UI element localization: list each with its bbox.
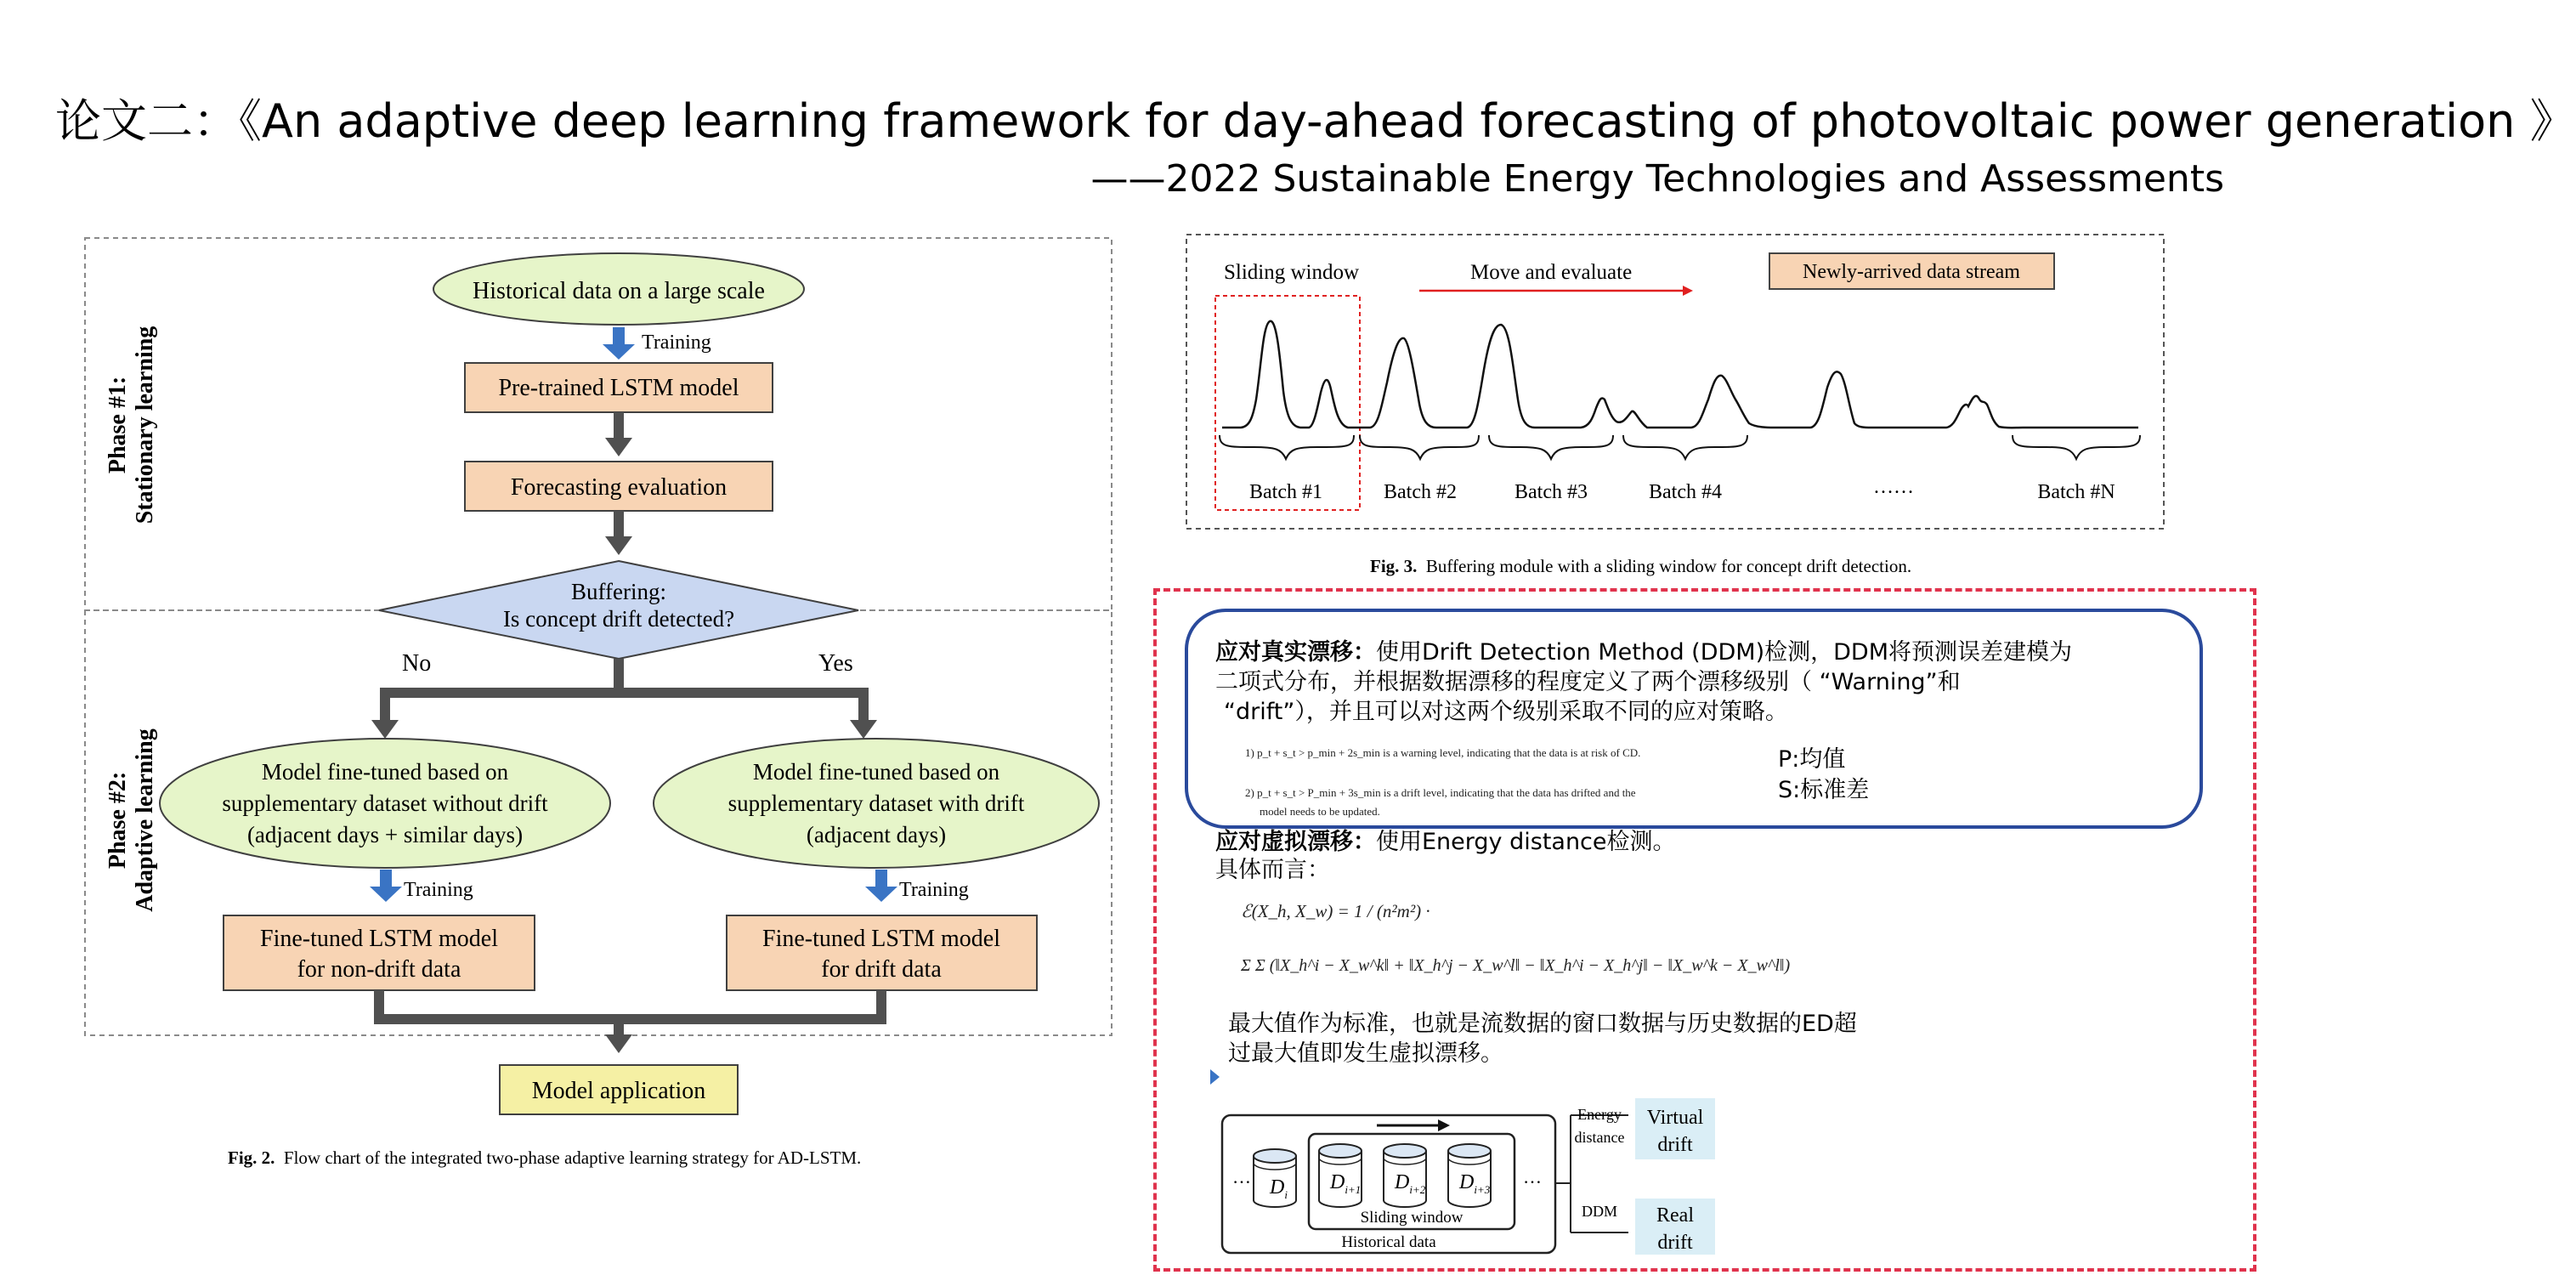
batch-n-label: Batch #N <box>2037 481 2115 503</box>
split-connectors <box>371 659 877 739</box>
real-drift-label-1: Real <box>1656 1204 1694 1227</box>
decision-line-1: Buffering: <box>571 579 666 604</box>
real-drift-line-3: “drift”），并且可以对这两个级别采取不同的应对策略。 <box>1224 699 1788 725</box>
diagram-ellipsis-left: … <box>1232 1166 1251 1187</box>
batch-2-label: Batch #2 <box>1384 481 1457 503</box>
drift-detection-diagram <box>1215 1098 1725 1260</box>
diagram-sliding-window-label: Sliding window <box>1360 1209 1464 1227</box>
phase1-label <box>105 326 158 524</box>
right-ellipse-line-2: supplementary dataset with drift <box>728 790 1025 816</box>
virtual-drift-label-2: drift <box>1657 1134 1693 1156</box>
real-drift-line-2: 二项式分布，并根据数据漂移的程度定义了两个漂移级别（ “Warning”和 <box>1215 669 1961 695</box>
ddm-rule-1: 1) p_t + s_t > p_min + 2s_min is a warning level, indicating that the data is at risk of CD. <box>1245 746 1641 759</box>
fig3-figure <box>1181 230 2167 536</box>
left-box-line-1: Fine-tuned LSTM model <box>260 926 498 952</box>
batch-1-label: Batch #1 <box>1249 481 1322 503</box>
virtual-drift-label-1: Virtual <box>1646 1107 1704 1129</box>
batch-4-label: Batch #4 <box>1649 481 1722 503</box>
bullet-marker-icon <box>1210 1069 1220 1085</box>
right-ellipse-line-1: Model fine-tuned based on <box>752 759 1000 785</box>
flowchart-figure <box>81 234 1122 1186</box>
p-mean-note: P:均值 <box>1778 746 1846 773</box>
fig3-caption-text: Buffering module with a sliding window for concept drift detection. <box>1425 556 1912 576</box>
real-drift-label-2: drift <box>1657 1232 1693 1254</box>
svg-text:Stationary learning: Stationary learning <box>132 326 158 524</box>
svg-text:Phase #1:: Phase #1: <box>105 376 131 474</box>
d-label-i2: $D_{i+2}$ <box>1395 1171 1426 1196</box>
batch-3-label: Batch #3 <box>1514 481 1588 503</box>
flow-arrow-2 <box>605 511 632 555</box>
fig2-caption-text: Flow chart of the integrated two-phase adaptive learning strategy for AD-LSTM. <box>283 1148 862 1168</box>
d-label-i1: $D_{i+1}$ <box>1330 1171 1362 1196</box>
training-label-2: Training <box>404 879 473 901</box>
slide-subtitle: ——2022 Sustainable Energy Technologies and Assessments <box>1090 157 2224 201</box>
specifically-label: 具体而言： <box>1215 857 1330 883</box>
decision-line-2: Is concept drift detected? <box>502 606 735 632</box>
phase2-label <box>105 728 158 911</box>
fig2-caption-label: Fig. 2. <box>228 1148 275 1168</box>
ddm-rule-2: 2) p_t + s_t > P_min + 3s_min is a drift level, indicating that the data has drifted and the <box>1245 786 1636 799</box>
virtual-drift-text: 使用Energy distance检测。 <box>1376 829 1676 855</box>
sliding-window-label: Sliding window <box>1224 261 1360 284</box>
d-label-i3: $D_{i+3}$ <box>1459 1171 1491 1196</box>
left-box-line-2: for non-drift data <box>297 956 461 983</box>
training-arrow-3 <box>865 870 897 902</box>
max-threshold-line-1: 最大值作为标准，也就是流数据的窗口数据与历史数据的ED超 <box>1228 1011 1857 1037</box>
energy-distance-formula-lhs: ℰ(X_h, X_w) = 1 / (n²m²) · <box>1241 901 1430 921</box>
right-ellipse-line-3: (adjacent days) <box>806 822 947 847</box>
energy-distance-formula-rhs: Σ Σ (‖X_h^i − X_w^k‖ + ‖X_h^j − X_w^l‖ − ‖X_h^i − X_h^j‖ − ‖X_w^k − X_w^l‖) <box>1241 956 1791 975</box>
diagram-historical-label: Historical data <box>1341 1233 1436 1251</box>
left-ellipse-line-1: Model fine-tuned based on <box>261 759 509 785</box>
no-label: No <box>402 650 432 677</box>
energy-label-2: distance <box>1574 1129 1625 1146</box>
real-drift-text-1: 使用Drift Detection Method (DDM)检测，DDM将预测误差建模为 <box>1376 639 2073 666</box>
ddm-rule-2b: model needs to be updated. <box>1260 805 1380 818</box>
virtual-drift-line <box>1215 827 1676 857</box>
virtual-drift-heading: 应对虚拟漂移： <box>1215 829 1376 855</box>
svg-text:Phase #2:: Phase #2: <box>105 771 131 870</box>
sliding-window-box <box>1215 296 1360 510</box>
model-application-label: Model application <box>531 1078 706 1104</box>
diagram-ellipsis-right: … <box>1523 1166 1542 1187</box>
real-drift-heading: 应对真实漂移： <box>1215 639 1376 666</box>
right-box-line-1: Fine-tuned LSTM model <box>762 926 1000 952</box>
max-threshold-line-2: 过最大值即发生虚拟漂移。 <box>1228 1040 1503 1067</box>
ddm-label: DDM <box>1581 1203 1618 1220</box>
newly-arrived-label: Newly-arrived data stream <box>1803 261 2020 283</box>
move-evaluate-label: Move and evaluate <box>1470 261 1633 284</box>
pretrained-model-label: Pre-trained LSTM model <box>498 375 739 401</box>
yes-label: Yes <box>818 650 853 677</box>
training-arrow-2 <box>370 870 402 902</box>
real-drift-line-1 <box>1215 638 2072 667</box>
fig3-caption <box>1370 556 1911 577</box>
right-box-line-2: for drift data <box>821 956 942 983</box>
left-ellipse-line-2: supplementary dataset without drift <box>222 790 548 816</box>
slide-title: 论文二：《An adaptive deep learning framework for day-ahead forecasting of photovoltaic power generation 》 <box>55 94 2576 148</box>
left-ellipse-line-3: (adjacent days + similar days) <box>246 822 524 847</box>
batch-ellipsis: …… <box>1873 476 1914 498</box>
flow-arrow-1 <box>605 412 632 456</box>
batch-braces <box>1220 435 2140 459</box>
d-label-i: $D_i$ <box>1270 1176 1288 1201</box>
training-label-3: Training <box>899 879 969 901</box>
fig2-caption <box>228 1148 861 1169</box>
merge-connectors <box>374 990 886 1053</box>
svg-text:Adaptive learning: Adaptive learning <box>132 728 158 912</box>
energy-label-1: Energy <box>1577 1106 1622 1123</box>
s-std-note: S:标准差 <box>1778 777 1870 803</box>
training-arrow-1 <box>603 327 635 360</box>
fig3-caption-label: Fig. 3. <box>1370 556 1418 576</box>
training-label-1: Training <box>642 332 711 354</box>
forecast-eval-label: Forecasting evaluation <box>510 474 728 501</box>
historical-data-label: Historical data on a large scale <box>473 278 765 304</box>
